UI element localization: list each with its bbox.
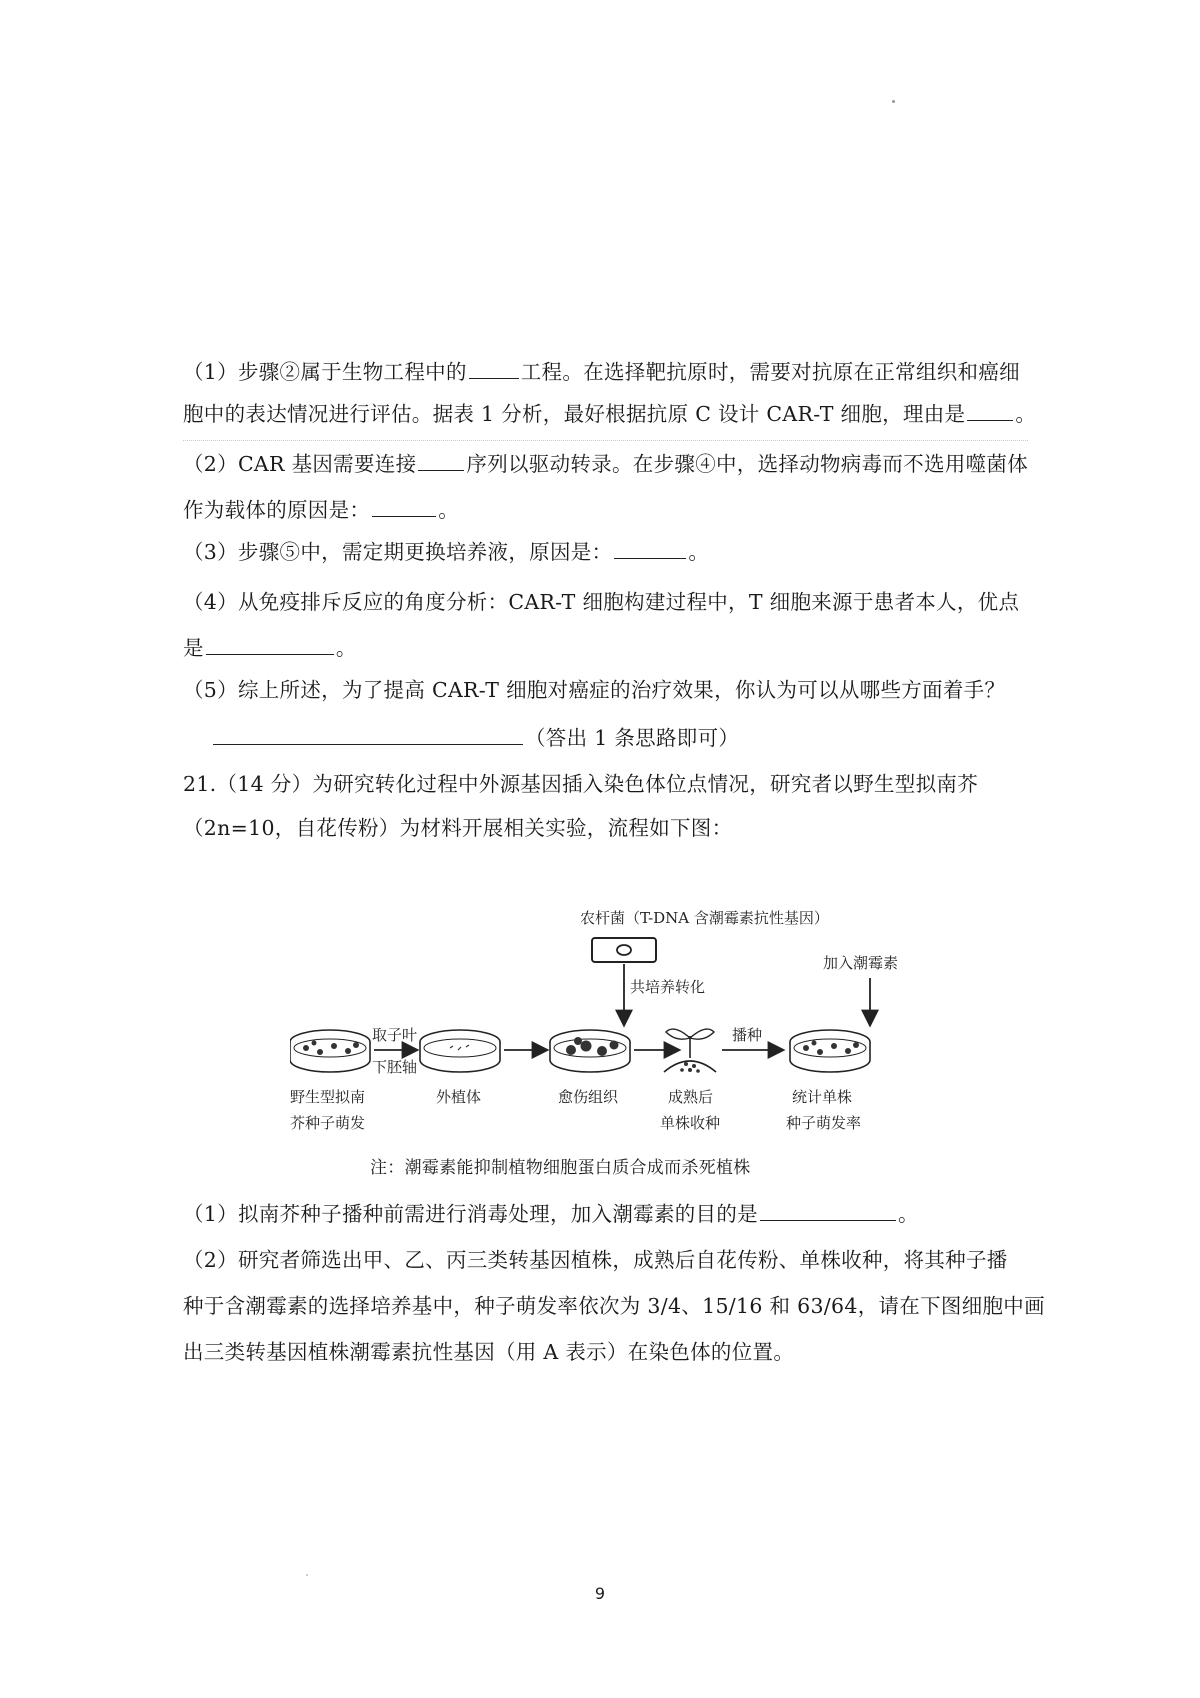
add-hygromycin-label: 加入潮霉素 — [823, 954, 899, 972]
q21-part2-line2: 种于含潮霉素的选择培养基中，种子萌发率依次为 3/4、15/16 和 63/64，请在下图细胞中画 — [183, 1294, 1045, 1318]
q20-part3: （3）步骤⑤中，需定期更换培养液，原因是： 。 — [183, 540, 710, 564]
q21-part2-line1: （2）研究者筛选出甲、乙、丙三类转基因植株，成熟后自花传粉、单株收种，将其种子播 — [183, 1248, 1008, 1272]
stage4-label-line1: 成熟后 — [668, 1088, 714, 1106]
q20-part2-line1: （2）CAR 基因需要连接 序列以驱动转录。在步骤④中，选择动物病毒而不选用噬菌体 — [183, 452, 1028, 476]
q21-intro-line1: 21.（14 分）为研究转化过程中外源基因插入染色体位点情况，研究者以野生型拟南芥 — [183, 772, 979, 796]
stage5-label-line2: 种子萌发率 — [786, 1114, 862, 1132]
answer-blank[interactable] — [614, 538, 686, 559]
petri-dish-germination — [790, 1030, 870, 1072]
page-number: 9 — [594, 1584, 606, 1603]
q20-part5-line2: （答出 1 条思路即可） — [211, 724, 739, 752]
answer-blank[interactable] — [372, 496, 436, 517]
q21-part2-line3: 出三类转基因植株潮霉素抗性基因（用 A 表示）在染色体的位置。 — [183, 1340, 795, 1364]
arrow1-bottom-label: 下胚轴 — [372, 1058, 418, 1076]
stage3-label: 愈伤组织 — [558, 1088, 619, 1106]
experiment-flowchart — [290, 900, 940, 1140]
stage5-label-line1: 统计单株 — [792, 1088, 853, 1106]
answer-blank[interactable] — [469, 358, 519, 379]
stage4-label-line2: 单株收种 — [660, 1114, 721, 1132]
answer-blank[interactable] — [418, 450, 464, 471]
arrow1-top-label: 取子叶 — [372, 1026, 418, 1044]
arrow4-label: 播种 — [732, 1026, 763, 1044]
q20-part1-line2: 胞中的表达情况进行评估。据表 1 分析，最好根据抗原 C 设计 CAR-T 细胞，理由是 。 — [183, 402, 1037, 426]
stage1-label-line1: 野生型拟南 — [290, 1088, 366, 1106]
answer-blank[interactable] — [760, 1200, 896, 1221]
stage1-label-line2: 芥种子萌发 — [290, 1114, 366, 1132]
stage2-label: 外植体 — [436, 1088, 482, 1106]
seedling-plant — [664, 1029, 716, 1073]
coculture-label: 共培养转化 — [630, 978, 706, 996]
q21-part1: （1）拟南芥种子播种前需进行消毒处理，加入潮霉素的目的是 。 — [183, 1202, 919, 1226]
figure-note: 注：潮霉素能抑制植物细胞蛋白质合成而杀死植株 — [370, 1158, 751, 1178]
q20-part2-line2: 作为载体的原因是： 。 — [183, 498, 460, 522]
dotted-separator — [183, 440, 1028, 441]
petri-dish-seeds — [290, 1030, 370, 1072]
scan-speck — [306, 1574, 308, 1576]
answer-blank[interactable] — [206, 634, 334, 655]
answer-blank[interactable] — [967, 400, 1013, 421]
agrobacterium-box — [592, 938, 656, 962]
q20-part4-line2: 是 。 — [183, 636, 357, 660]
q20-part4-line1: （4）从免疫排斥反应的角度分析：CAR-T 细胞构建过程中，T 细胞来源于患者本人，优点 — [183, 590, 1020, 614]
q20-part1-line1: （1）步骤②属于生物工程中的 工程。在选择靶抗原时，需要对抗原在正常组织和癌细 — [183, 360, 1020, 384]
petri-dish-callus — [550, 1030, 630, 1072]
scan-speck — [892, 100, 895, 103]
q20-part5-line1: （5）综上所述，为了提高 CAR-T 细胞对癌症的治疗效果，你认为可以从哪些方面着手？ — [183, 678, 1006, 702]
q21-intro-line2: （2n=10，自花传粉）为材料开展相关实验，流程如下图： — [183, 816, 733, 840]
petri-dish-explant — [420, 1030, 500, 1072]
agrobacterium-label: 农杆菌（T-DNA 含潮霉素抗性基因） — [580, 909, 829, 927]
answer-blank[interactable] — [213, 724, 523, 745]
